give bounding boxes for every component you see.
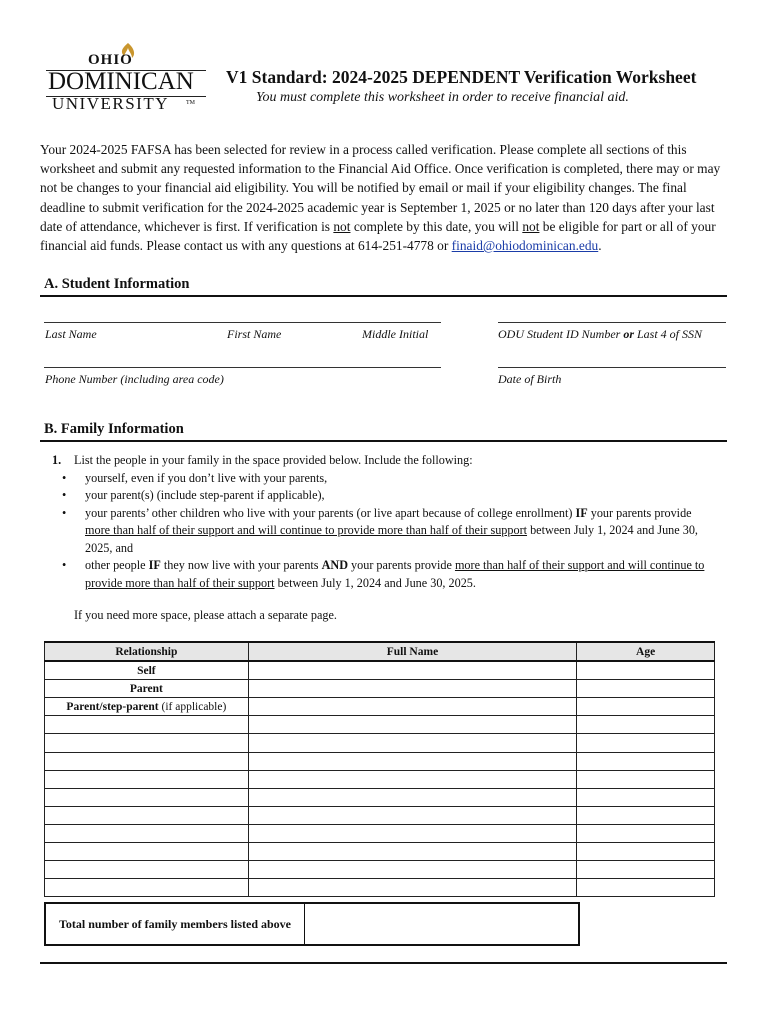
relationship-cell[interactable]: [45, 788, 249, 806]
section-a-heading: A. Student Information: [44, 276, 190, 292]
section-b-heading: B. Family Information: [44, 421, 184, 437]
phone-line[interactable]: [44, 367, 441, 368]
relationship-cell[interactable]: [45, 716, 249, 734]
age-cell[interactable]: [577, 788, 715, 806]
logo-university: UNIVERSITY: [52, 94, 169, 113]
student-id-label-post: Last 4 of SSN: [634, 327, 703, 341]
relationship-step-note: (if applicable): [158, 700, 227, 713]
full-name-cell[interactable]: [248, 734, 576, 752]
relationship-cell: Parent: [45, 680, 249, 698]
column-header-age: Age: [577, 642, 715, 661]
table-row: [45, 788, 715, 806]
full-name-cell[interactable]: [248, 824, 576, 842]
first-name-label: First Name: [227, 327, 282, 341]
age-cell[interactable]: [577, 661, 715, 680]
last-name-label: Last Name: [45, 327, 97, 341]
page-title: V1 Standard: 2024-2025 DEPENDENT Verification Worksheet: [226, 67, 697, 87]
instructions-lead: List the people in your family in the space provided below. Include the following:: [74, 453, 473, 467]
table-row: [45, 752, 715, 770]
relationship-step-parent: Parent/step-parent: [66, 700, 159, 713]
dob-line[interactable]: [498, 367, 726, 368]
full-name-cell[interactable]: [248, 806, 576, 824]
intro-not-2: not: [522, 218, 540, 234]
full-name-cell[interactable]: [248, 698, 576, 716]
student-id-label-pre: ODU Student ID Number: [498, 327, 624, 341]
bullet-3-underlined: more than half of their support and will continue to provide more than half of their support: [85, 523, 528, 537]
section-b-rule: [40, 440, 727, 442]
total-family-members-box: [44, 902, 580, 946]
relationship-cell[interactable]: [45, 734, 249, 752]
name-line[interactable]: [44, 322, 441, 323]
age-cell[interactable]: [577, 861, 715, 879]
bullet-3-if: IF: [575, 505, 588, 520]
full-name-cell[interactable]: [248, 788, 576, 806]
table-row: [45, 698, 715, 716]
age-cell[interactable]: [577, 752, 715, 770]
relationship-cell[interactable]: [45, 770, 249, 788]
university-logo: [44, 44, 214, 114]
dob-label: Date of Birth: [498, 372, 562, 386]
age-cell[interactable]: [577, 806, 715, 824]
bullet-4-text-a: other people: [85, 558, 149, 572]
relationship-cell[interactable]: [45, 861, 249, 879]
table-row: [45, 843, 715, 861]
middle-initial-label: Middle Initial: [362, 327, 429, 341]
logo-ohio: OHIO: [88, 52, 133, 68]
intro-text-1: Your 2024-2025 FAFSA has been selected for review in a process called verification. Please complete all sections of this worksheet and submit any requested information to the Financial Aid Office. Once verification is completed, there may or may not be changes to your financial aid eligibility. You will be notified by email or mail if your eligibility changes. The final deadline to submit verification for the 2024-2025 academic year is September 1, 2025 or no later than 120 days after your last date of attendance, whichever is first. If verification is: [40, 142, 721, 234]
relationship-cell[interactable]: [45, 824, 249, 842]
age-cell[interactable]: [577, 824, 715, 842]
table-row: [45, 661, 715, 680]
logo-tm: TM: [186, 100, 195, 106]
relationship-cell[interactable]: [45, 843, 249, 861]
age-cell[interactable]: [577, 879, 715, 897]
bullet-4-text-b: they now live with your parents: [160, 558, 322, 572]
table-row: [45, 680, 715, 698]
family-table: [44, 641, 715, 897]
logo-dominican: DOMINICAN: [48, 68, 194, 95]
page-subtitle: You must complete this worksheet in order to receive financial aid.: [256, 90, 629, 105]
full-name-cell[interactable]: [248, 680, 576, 698]
table-row: [45, 716, 715, 734]
intro-text-4: .: [598, 238, 602, 254]
bullet-icon: •: [62, 488, 67, 502]
student-id-label-or: or: [623, 327, 634, 341]
bullet-4-and: AND: [321, 558, 348, 572]
table-row: [45, 806, 715, 824]
total-family-members-label: Total number of family members listed above: [46, 904, 305, 944]
table-row: [45, 770, 715, 788]
relationship-cell[interactable]: [45, 752, 249, 770]
email-link[interactable]: finaid@ohiodominican.edu: [451, 238, 599, 254]
age-cell[interactable]: [577, 680, 715, 698]
bullet-icon: •: [62, 558, 67, 572]
student-id-line[interactable]: [498, 322, 726, 323]
relationship-cell[interactable]: [45, 806, 249, 824]
bullet-4-text-c: your parents provide: [348, 558, 455, 572]
bullet-2: your parent(s) (include step-parent if applicable),: [85, 488, 325, 502]
relationship-cell[interactable]: [45, 879, 249, 897]
table-row: [45, 879, 715, 897]
section-a-rule: [40, 295, 727, 297]
total-family-members-input[interactable]: [306, 904, 578, 944]
item-number: 1.: [52, 453, 62, 467]
intro-not-1: not: [333, 218, 351, 234]
bullet-icon: •: [62, 505, 67, 520]
full-name-cell[interactable]: [248, 861, 576, 879]
intro-text-2: complete by this date, you will: [350, 218, 523, 234]
bullet-3-text-b: your parents provide: [587, 505, 692, 520]
bullet-4-if: IF: [148, 558, 161, 572]
bullet-1: yourself, even if you don’t live with your parents,: [85, 470, 328, 485]
age-cell[interactable]: [577, 698, 715, 716]
intro-paragraph: [40, 140, 735, 255]
bullet-4: [85, 557, 717, 592]
age-cell[interactable]: [577, 770, 715, 788]
full-name-cell[interactable]: [248, 770, 576, 788]
bullet-3-text-c: between July 1, 2024 and June 30, 2025, and: [85, 523, 698, 555]
bullet-3-text-a: your parents’ other children who live with your parents (or live apart because of college enrollment): [85, 505, 576, 520]
age-cell[interactable]: [577, 734, 715, 752]
age-cell[interactable]: [577, 843, 715, 861]
full-name-cell[interactable]: [248, 752, 576, 770]
full-name-cell[interactable]: [248, 843, 576, 861]
intro-text-3: be eligible for part or all of your financial aid funds. Please contact us with any questions at 614-251-4778 or: [40, 218, 716, 254]
bullet-4-underlined: more than half of their support and will continue to provide more than half of their support: [85, 558, 705, 590]
more-space-note: If you need more space, please attach a separate page.: [74, 608, 337, 622]
table-header-row: [45, 642, 715, 661]
bottom-rule: [40, 962, 727, 964]
relationship-cell: [45, 698, 249, 716]
column-header-full-name: Full Name: [248, 642, 576, 661]
relationship-cell: Self: [45, 661, 249, 680]
bullet-3: [85, 505, 717, 558]
table-row: [45, 824, 715, 842]
bullet-icon: •: [62, 470, 67, 485]
column-header-relationship: Relationship: [45, 642, 249, 661]
full-name-cell[interactable]: [248, 879, 576, 897]
age-cell[interactable]: [577, 716, 715, 734]
full-name-cell[interactable]: [248, 661, 576, 680]
bullet-4-text-d: between July 1, 2024 and June 30, 2025.: [274, 575, 476, 590]
student-id-label: [498, 327, 702, 342]
table-row: [45, 861, 715, 879]
full-name-cell[interactable]: [248, 716, 576, 734]
table-row: [45, 734, 715, 752]
phone-label: Phone Number (including area code): [45, 372, 224, 386]
